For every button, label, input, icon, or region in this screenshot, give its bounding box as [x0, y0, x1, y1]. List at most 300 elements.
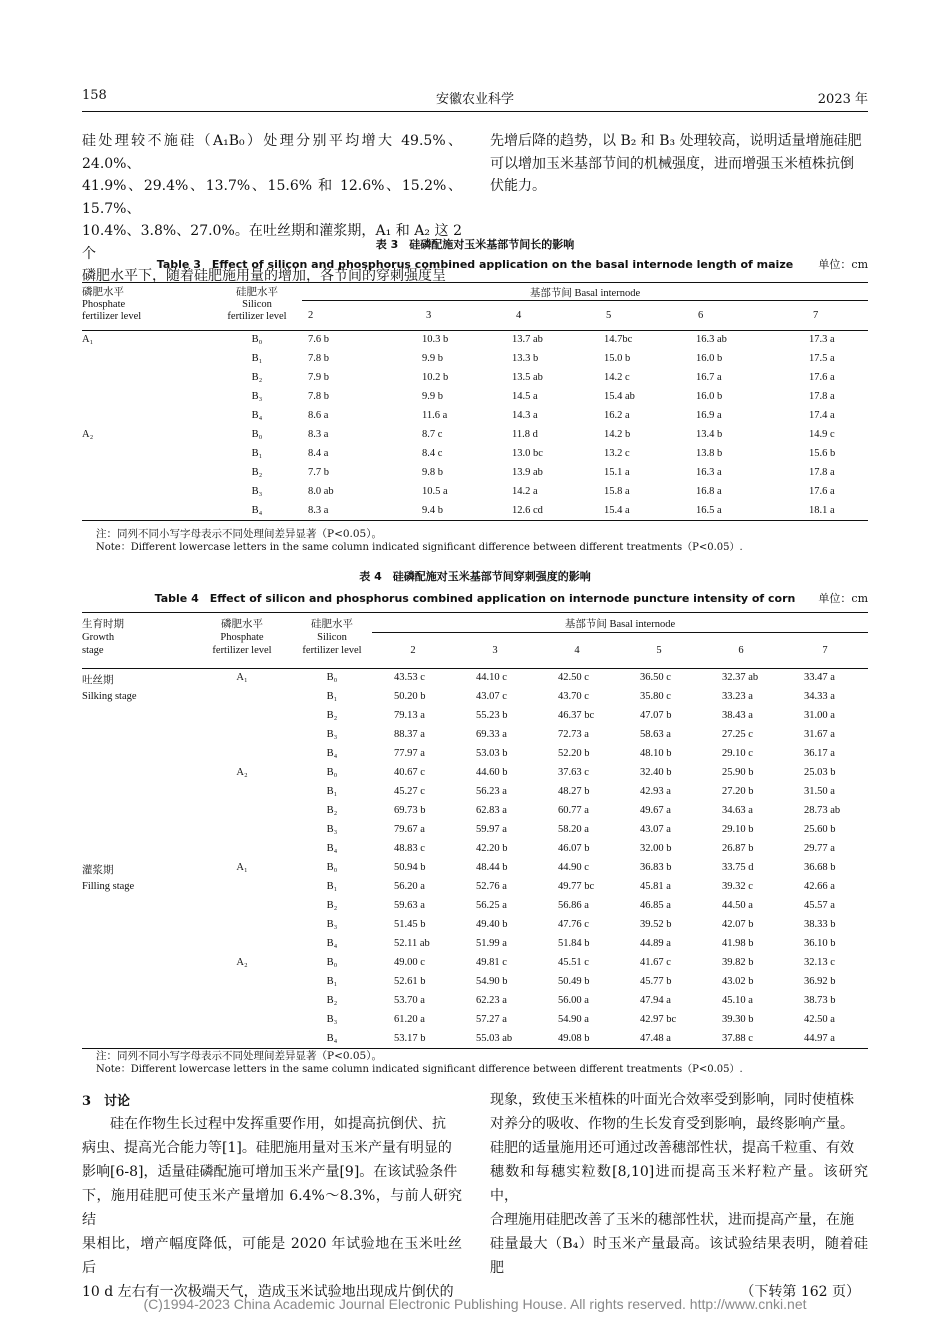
- silicon-level-cell: B₁: [326, 880, 338, 892]
- value-cell: 46.07 b: [558, 842, 590, 854]
- value-cell: 8.3 a: [308, 428, 329, 440]
- phosphate-level-cell: A₂: [236, 956, 248, 968]
- value-cell: 54.90 b: [476, 975, 508, 987]
- internode-col-4: 4: [574, 645, 580, 656]
- phosphate-level-cell: [192, 916, 292, 935]
- table-row: [82, 464, 868, 483]
- value-cell: 8.7 c: [422, 428, 443, 440]
- value-cell: 44.10 c: [476, 672, 507, 683]
- header-line: Phosphate: [82, 299, 126, 310]
- phosphate-level-cell: A₁: [82, 334, 94, 345]
- value-cell: 56.25 a: [476, 899, 507, 911]
- silicon-level-cell: B₃: [251, 390, 263, 402]
- value-cell: 50.94 b: [394, 861, 426, 873]
- value-cell: 16.0 b: [696, 352, 723, 364]
- value-cell: 13.4 b: [696, 428, 723, 440]
- table-row: [82, 350, 868, 369]
- value-cell: 9.8 b: [422, 466, 443, 478]
- phosphate-level-cell: [82, 445, 212, 464]
- value-cell: 15.1 a: [604, 466, 630, 478]
- internode-col-5: 5: [656, 645, 662, 656]
- value-cell: 15.8 a: [604, 485, 630, 497]
- phosphate-level-cell: [192, 897, 292, 916]
- value-cell: 53.17 b: [394, 1032, 426, 1044]
- value-cell: 44.60 b: [476, 766, 508, 778]
- value-cell: 14.2 a: [512, 485, 538, 497]
- col-silicon-header: [212, 283, 302, 331]
- value-cell: 16.2 a: [604, 409, 630, 421]
- value-cell: 8.4 a: [308, 447, 329, 459]
- growth-stage-cell: [82, 726, 192, 745]
- internode-col-3: 3: [492, 645, 498, 656]
- value-cell: 36.10 b: [804, 937, 836, 949]
- value-cell: 48.83 c: [394, 842, 425, 854]
- value-cell: 72.73 a: [558, 728, 589, 740]
- phosphate-level-cell: [192, 783, 292, 802]
- header-line: 磷肥水平: [82, 287, 124, 298]
- value-cell: 44.90 c: [558, 861, 589, 873]
- value-cell: 17.3 a: [809, 334, 835, 345]
- value-cell: 34.33 a: [804, 690, 835, 702]
- table-row: [82, 840, 868, 859]
- silicon-level-cell: B₁: [326, 975, 338, 987]
- table-row: [82, 483, 868, 502]
- value-cell: 38.43 a: [722, 709, 753, 721]
- table4: [82, 612, 868, 1049]
- value-cell: 33.23 a: [722, 690, 753, 702]
- value-cell: 32.37 ab: [722, 672, 759, 683]
- table4-note-en: Note：Different lowercase letters in the same column indicated significant difference between different treatments（P<0.05）.: [96, 1064, 743, 1075]
- table4-title-en: Table 4 Effect of silicon and phosphorus combined application on internode puncture intensity of corn: [154, 592, 796, 605]
- value-cell: 16.8 a: [696, 485, 722, 497]
- phosphate-level-cell: [192, 707, 292, 726]
- silicon-level-cell: B₄: [326, 842, 338, 854]
- value-cell: 8.3 a: [308, 504, 329, 516]
- value-cell: 49.77 bc: [558, 880, 595, 892]
- value-cell: 62.83 a: [476, 804, 507, 816]
- value-cell: 50.49 b: [558, 975, 590, 987]
- value-cell: 44.89 a: [640, 937, 671, 949]
- value-cell: 45.51 c: [558, 956, 589, 968]
- phosphate-level-cell: [192, 726, 292, 745]
- table-row: [82, 821, 868, 840]
- value-cell: 53.70 a: [394, 994, 425, 1006]
- table-row: [82, 426, 868, 445]
- value-cell: 43.02 b: [722, 975, 754, 987]
- silicon-level-cell: B₂: [326, 709, 338, 721]
- phosphate-level-cell: [192, 973, 292, 992]
- value-cell: 16.9 a: [696, 409, 722, 421]
- internode-col-6: 6: [698, 310, 704, 321]
- value-cell: 31.00 a: [804, 709, 835, 721]
- internode-col-2: 2: [410, 645, 416, 656]
- table-row: [82, 745, 868, 764]
- phosphate-level-cell: [82, 483, 212, 502]
- growth-stage-cell: [82, 992, 192, 1011]
- growth-stage-cell: [82, 745, 192, 764]
- value-cell: 41.98 b: [722, 937, 754, 949]
- silicon-level-cell: B₂: [326, 899, 338, 911]
- header-line: 硅肥水平: [236, 287, 278, 298]
- value-cell: 39.30 b: [722, 1013, 754, 1025]
- value-cell: 59.97 a: [476, 823, 507, 835]
- value-cell: 36.68 b: [804, 861, 836, 873]
- value-cell: 16.7 a: [696, 371, 722, 383]
- value-cell: 42.93 a: [640, 785, 671, 797]
- silicon-level-cell: B₁: [326, 785, 338, 797]
- silicon-level-cell: B₄: [326, 1032, 338, 1044]
- phosphate-level-cell: [192, 935, 292, 954]
- value-cell: 18.1 a: [809, 504, 835, 516]
- value-cell: 61.20 a: [394, 1013, 425, 1025]
- phosphate-level-cell: [192, 821, 292, 840]
- value-cell: 49.08 b: [558, 1032, 590, 1044]
- silicon-level-cell: B₃: [326, 728, 338, 740]
- table-row: [82, 726, 868, 745]
- value-cell: 77.97 a: [394, 747, 425, 759]
- phosphate-level-cell: [192, 1011, 292, 1030]
- growth-stage-cell: [82, 1011, 192, 1030]
- value-cell: 17.8 a: [809, 390, 835, 402]
- value-cell: 48.10 b: [640, 747, 672, 759]
- value-cell: 16.3 a: [696, 466, 722, 478]
- text-line: 硅处理较不施硅（A₁B₀）处理分别平均增大 49.5%、24.0%、: [82, 133, 462, 172]
- phosphate-level-cell: A₂: [82, 428, 94, 440]
- value-cell: 13.8 b: [696, 447, 723, 459]
- text-line: 可以增加玉米基部节间的机械强度，进而增强玉米植株抗倒: [490, 155, 854, 172]
- value-cell: 29.10 b: [722, 823, 754, 835]
- header-line: 生育时期: [82, 619, 124, 630]
- value-cell: 53.03 b: [476, 747, 508, 759]
- growth-stage-cell: [82, 707, 192, 726]
- value-cell: 56.20 a: [394, 880, 425, 892]
- value-cell: 49.67 a: [640, 804, 671, 816]
- value-cell: 14.3 a: [512, 409, 538, 421]
- silicon-level-cell: B₄: [326, 747, 338, 759]
- value-cell: 45.27 c: [394, 785, 425, 797]
- value-cell: 43.70 c: [558, 690, 589, 702]
- value-cell: 32.40 b: [640, 766, 672, 778]
- value-cell: 46.85 a: [640, 899, 671, 911]
- table-row: [82, 878, 868, 897]
- growth-stage-cell: [82, 935, 192, 954]
- silicon-level-cell: B₀: [251, 334, 263, 345]
- header-line: Silicon: [317, 632, 347, 643]
- value-cell: 15.6 b: [809, 447, 836, 459]
- value-cell: 34.63 a: [722, 804, 753, 816]
- value-cell: 45.81 a: [640, 880, 671, 892]
- journal-name: 安徽农业科学: [435, 92, 514, 107]
- value-cell: 25.03 b: [804, 766, 836, 778]
- section-heading: 3 讨论: [82, 1094, 131, 1109]
- text-line: 硅量最大（B₄）时玉米产量最高。该试验结果表明，随着硅肥: [490, 1236, 868, 1276]
- value-cell: 45.57 a: [804, 899, 835, 911]
- silicon-level-cell: B₄: [251, 409, 263, 421]
- table-row: [82, 707, 868, 726]
- table3-title-en: Table 3 Effect of silicon and phosphorus combined application on the basal internode length of maize: [156, 258, 794, 271]
- discussion-right-column: [490, 1088, 868, 1304]
- silicon-level-cell: B₂: [251, 466, 263, 478]
- table-row: [82, 688, 868, 707]
- phosphate-level-cell: [192, 802, 292, 821]
- table4-note-zh: 注：同列不同小写字母表示不同处理间差异显著（P<0.05）。: [96, 1050, 382, 1062]
- value-cell: 59.63 a: [394, 899, 425, 911]
- discussion-left-column: [82, 1112, 462, 1304]
- value-cell: 51.99 a: [476, 937, 507, 949]
- value-cell: 8.6 a: [308, 409, 329, 421]
- header-line: 硅肥水平: [311, 619, 353, 630]
- table3-note-zh: 注：同列不同小写字母表示不同处理间差异显著（P<0.05）。: [96, 528, 382, 540]
- text-line: 磷肥水平下，随着硅肥施用量的增加，各节间的穿刺强度呈: [82, 268, 446, 284]
- value-cell: 44.97 a: [804, 1032, 835, 1044]
- growth-stage-cell: Filling stage: [82, 880, 135, 892]
- value-cell: 47.07 b: [640, 709, 672, 721]
- table-row: [82, 859, 868, 878]
- value-cell: 27.25 c: [722, 728, 753, 740]
- text-line: 穗数和每穗实粒数[8,10]进而提高玉米籽粒产量。该研究中，: [490, 1164, 868, 1204]
- value-cell: 35.80 c: [640, 690, 671, 702]
- text-line: 病虫、提高光合能力等[1]。硅肥施用量对玉米产量有明显的: [82, 1140, 452, 1156]
- value-cell: 31.50 a: [804, 785, 835, 797]
- silicon-level-cell: B₂: [326, 804, 338, 816]
- internode-col-4: 4: [516, 310, 522, 321]
- value-cell: 29.10 c: [722, 747, 753, 759]
- col-silicon-header: [292, 613, 372, 669]
- growth-stage-cell: [82, 764, 192, 783]
- value-cell: 58.63 a: [640, 728, 671, 740]
- value-cell: 45.77 b: [640, 975, 672, 987]
- table-row: [82, 502, 868, 521]
- value-cell: 40.67 c: [394, 766, 425, 778]
- value-cell: 17.6 a: [809, 485, 835, 497]
- value-cell: 17.5 a: [809, 352, 835, 364]
- value-cell: 8.0 ab: [308, 485, 334, 497]
- value-cell: 14.2 c: [604, 371, 630, 383]
- phosphate-level-cell: A₂: [236, 766, 248, 778]
- value-cell: 26.87 b: [722, 842, 754, 854]
- value-cell: 43.07 a: [640, 823, 671, 835]
- value-cell: 43.07 c: [476, 690, 507, 702]
- value-cell: 15.0 b: [604, 352, 631, 364]
- internode-col-7: 7: [813, 310, 819, 321]
- value-cell: 42.50 a: [804, 1013, 835, 1025]
- growth-stage-cell: [82, 821, 192, 840]
- journal-year: 2023 年: [817, 92, 868, 107]
- text-line: 对养分的吸收、作物的生长发育受到影响，最终影响产量。: [490, 1116, 854, 1132]
- value-cell: 13.5 ab: [512, 371, 543, 383]
- value-cell: 49.81 c: [476, 956, 507, 968]
- value-cell: 27.20 b: [722, 785, 754, 797]
- value-cell: 56.00 a: [558, 994, 589, 1006]
- value-cell: 42.66 a: [804, 880, 835, 892]
- value-cell: 28.73 ab: [804, 804, 841, 816]
- internode-col-3: 3: [426, 310, 432, 321]
- header-line: Phosphate: [220, 632, 264, 643]
- value-cell: 43.53 c: [394, 672, 425, 683]
- phosphate-level-cell: [82, 502, 212, 521]
- silicon-level-cell: B₂: [326, 994, 338, 1006]
- growth-stage-cell: Silking stage: [82, 690, 137, 702]
- phosphate-level-cell: [192, 688, 292, 707]
- silicon-level-cell: B₃: [326, 823, 338, 835]
- value-cell: 42.97 bc: [640, 1013, 677, 1025]
- silicon-level-cell: B₄: [251, 504, 263, 516]
- value-cell: 51.45 b: [394, 918, 426, 930]
- silicon-level-cell: B₀: [326, 766, 338, 778]
- growth-stage-cell: [82, 916, 192, 935]
- value-cell: 49.40 b: [476, 918, 508, 930]
- table3: [82, 282, 868, 521]
- table-row: [82, 1011, 868, 1030]
- value-cell: 16.5 a: [696, 504, 722, 516]
- value-cell: 55.03 ab: [476, 1032, 513, 1044]
- table-row: [82, 897, 868, 916]
- phosphate-level-cell: [192, 992, 292, 1011]
- phosphate-level-cell: [192, 745, 292, 764]
- phosphate-level-cell: [82, 407, 212, 426]
- running-header: [82, 88, 868, 110]
- basal-internode-header: 基部节间 Basal internode: [302, 283, 868, 301]
- page-number: 158: [82, 88, 107, 103]
- header-line: Growth: [82, 632, 115, 643]
- value-cell: 54.90 a: [558, 1013, 589, 1025]
- text-line: 硅在作物生长过程中发挥重要作用，如提高抗倒伏、抗: [82, 1116, 446, 1132]
- phosphate-level-cell: A₁: [236, 672, 248, 683]
- internode-col-6: 6: [738, 645, 744, 656]
- value-cell: 50.20 b: [394, 690, 426, 702]
- value-cell: 9.4 b: [422, 504, 443, 516]
- value-cell: 60.77 a: [558, 804, 589, 816]
- internode-col-7: 7: [822, 645, 828, 656]
- text-line: 果相比，增产幅度降低，可能是 2020 年试验地在玉米吐丝后: [82, 1236, 462, 1276]
- silicon-level-cell: B₁: [251, 352, 263, 364]
- table-row: [82, 764, 868, 783]
- text-line: 下，施用硅肥可使玉米产量增加 6.4%～8.3%，与前人研究结: [82, 1188, 462, 1228]
- growth-stage-cell: 灌浆期: [82, 864, 114, 876]
- silicon-level-cell: B₄: [326, 937, 338, 949]
- text-line: 10.4%、3.8%、27.0%。在吐丝期和灌浆期，A₁ 和 A₂ 这 2 个: [82, 223, 462, 262]
- silicon-level-cell: B₀: [326, 861, 338, 873]
- value-cell: 7.7 b: [308, 466, 329, 478]
- table-row: [82, 331, 868, 350]
- value-cell: 42.20 b: [476, 842, 508, 854]
- value-cell: 37.88 c: [722, 1032, 753, 1044]
- basal-internode-header: 基部节间 Basal internode: [372, 613, 868, 633]
- value-cell: 52.11 ab: [394, 937, 430, 949]
- silicon-level-cell: B₃: [326, 918, 338, 930]
- value-cell: 11.6 a: [422, 409, 448, 421]
- table3-title-zh: 表 3 硅磷配施对玉米基部节间长的影响: [375, 238, 575, 251]
- value-cell: 13.9 ab: [512, 466, 543, 478]
- value-cell: 58.20 a: [558, 823, 589, 835]
- value-cell: 69.33 a: [476, 728, 507, 740]
- value-cell: 36.83 b: [640, 861, 672, 873]
- value-cell: 31.67 a: [804, 728, 835, 740]
- value-cell: 79.67 a: [394, 823, 425, 835]
- value-cell: 33.47 a: [804, 672, 835, 683]
- text-line: 41.9%、29.4%、13.7%、15.6% 和 12.6%、15.2%、15.7%、: [82, 178, 462, 217]
- copyright-footer: (C)1994-2023 China Academic Journal Electronic Publishing House. All rights reserved. http://www.cnki.net: [143, 1296, 807, 1312]
- value-cell: 32.13 c: [804, 956, 835, 968]
- value-cell: 55.23 b: [476, 709, 508, 721]
- value-cell: 33.75 d: [722, 861, 754, 873]
- table-row: [82, 992, 868, 1011]
- table4-title-zh: 表 4 硅磷配施对玉米基部节间穿刺强度的影响: [359, 570, 591, 583]
- phosphate-level-cell: A₁: [236, 861, 248, 873]
- value-cell: 48.27 b: [558, 785, 590, 797]
- text-line: 硅肥的适量施用还可通过改善穗部性状，提高千粒重、有效: [490, 1140, 854, 1156]
- value-cell: 52.76 a: [476, 880, 507, 892]
- value-cell: 7.6 b: [308, 334, 329, 345]
- table-row: [82, 935, 868, 954]
- header-line: fertilizer level: [302, 645, 362, 656]
- value-cell: 14.9 c: [809, 428, 835, 440]
- value-cell: 69.73 b: [394, 804, 426, 816]
- text-line: 合理施用硅肥改善了玉米的穗部性状，进而提高产量，在施: [490, 1212, 854, 1228]
- continued-note: （下转第 162 页）: [740, 1284, 860, 1300]
- value-cell: 45.10 a: [722, 994, 753, 1006]
- value-cell: 39.32 c: [722, 880, 753, 892]
- silicon-level-cell: B₁: [326, 690, 338, 702]
- table-row: [82, 916, 868, 935]
- value-cell: 39.52 b: [640, 918, 672, 930]
- value-cell: 10.2 b: [422, 371, 449, 383]
- header-line: fertilizer level: [212, 645, 272, 656]
- growth-stage-cell: [82, 840, 192, 859]
- value-cell: 7.8 b: [308, 352, 329, 364]
- table-row: [82, 802, 868, 821]
- header-rule: [82, 111, 868, 112]
- value-cell: 11.8 d: [512, 428, 538, 440]
- value-cell: 14.7bc: [604, 334, 633, 345]
- value-cell: 48.44 b: [476, 861, 508, 873]
- value-cell: 88.37 a: [394, 728, 425, 740]
- value-cell: 38.33 b: [804, 918, 836, 930]
- intro-right-column: [490, 130, 868, 198]
- table-row: [82, 445, 868, 464]
- header-line: fertilizer level: [227, 311, 287, 322]
- value-cell: 41.67 c: [640, 956, 671, 968]
- value-cell: 42.07 b: [722, 918, 754, 930]
- table-row: [82, 669, 868, 688]
- phosphate-level-cell: [192, 840, 292, 859]
- value-cell: 10.3 b: [422, 334, 449, 345]
- growth-stage-cell: [82, 897, 192, 916]
- value-cell: 10.5 a: [422, 485, 448, 497]
- table-row: [82, 369, 868, 388]
- table-row: [82, 1030, 868, 1049]
- value-cell: 14.5 a: [512, 390, 538, 402]
- col-phosphate-header: [82, 283, 212, 331]
- silicon-level-cell: B₀: [326, 672, 338, 683]
- value-cell: 17.6 a: [809, 371, 835, 383]
- value-cell: 47.76 c: [558, 918, 589, 930]
- value-cell: 17.8 a: [809, 466, 835, 478]
- growth-stage-cell: [82, 1030, 192, 1049]
- value-cell: 47.48 a: [640, 1032, 671, 1044]
- value-cell: 9.9 b: [422, 352, 443, 364]
- internode-col-5: 5: [606, 310, 612, 321]
- table3-note-en: Note：Different lowercase letters in the same column indicated significant difference between different treatments（P<0.05）.: [96, 542, 743, 553]
- value-cell: 47.94 a: [640, 994, 671, 1006]
- value-cell: 52.20 b: [558, 747, 590, 759]
- value-cell: 29.77 a: [804, 842, 835, 854]
- value-cell: 8.4 c: [422, 447, 443, 459]
- value-cell: 38.73 b: [804, 994, 836, 1006]
- value-cell: 56.86 a: [558, 899, 589, 911]
- growth-stage-cell: [82, 802, 192, 821]
- value-cell: 52.61 b: [394, 975, 426, 987]
